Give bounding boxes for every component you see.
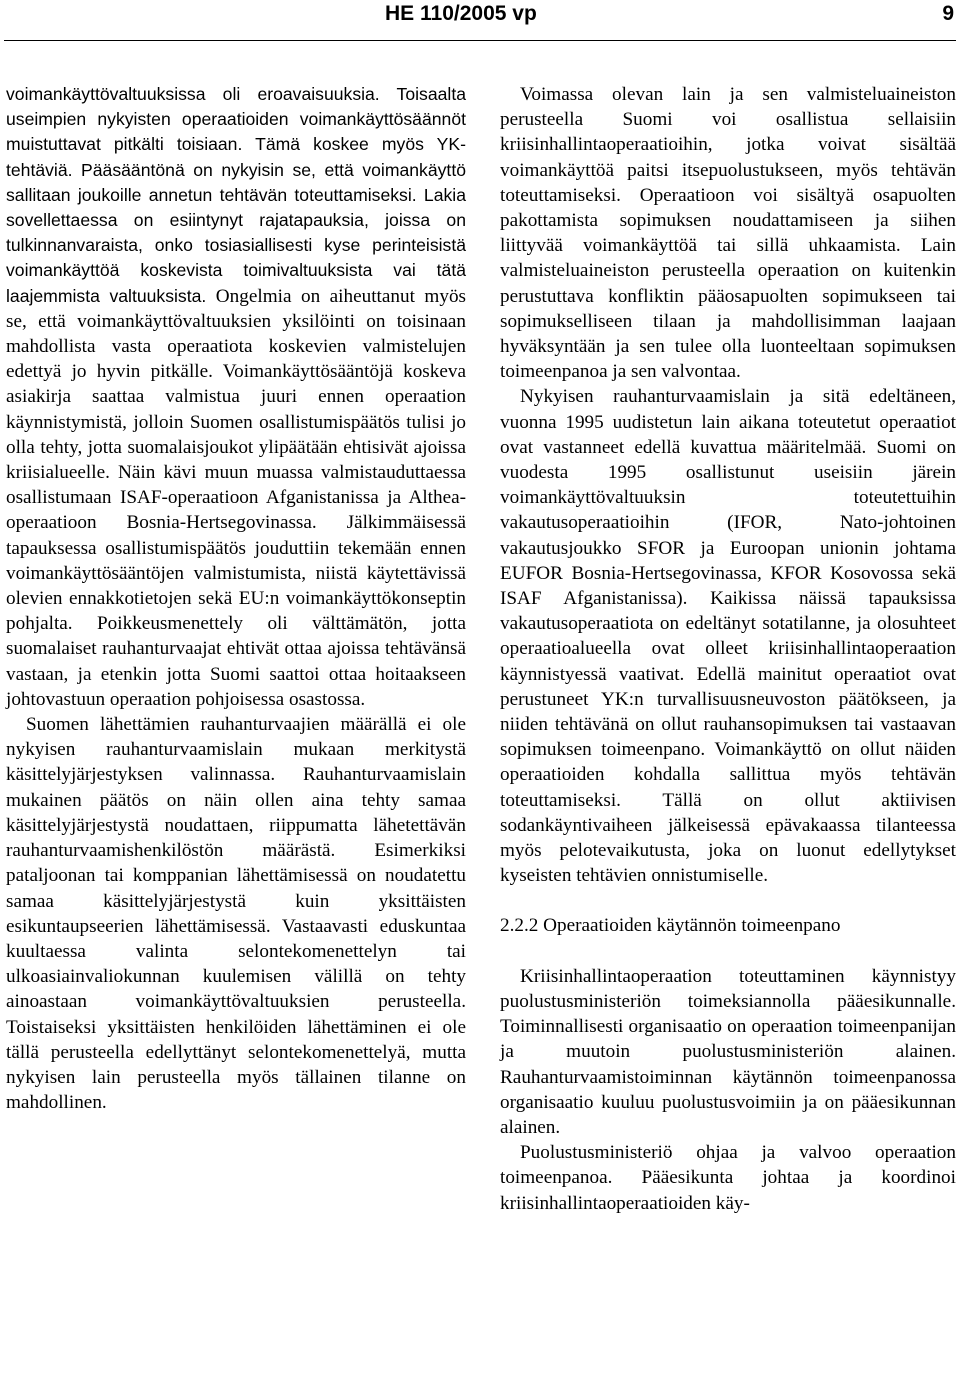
- section-heading: 2.2.2 Operaatioiden käytännön toimeenpano: [500, 914, 841, 936]
- right-paragraph-4: Puolustusministeriö ohjaa ja valvoo operaation toimeenpanoa. Pääesikunta johtaa ja koordinoi kriisinhallintaoperaatioiden käy-: [500, 1142, 956, 1214]
- left-paragraph-1-sans: voimankäyttövaltuuksissa oli eroavaisuuksia. Toisaalta useimpien nykyisten operaatioiden voimankäyttösäännöt muistuttavat pitkälti toisiaan. Tämä koskee myös YK-tehtäviä. Pääsääntönä on nykyisin se, että voimankäyttö sallitaan joukoille annetun tehtävän toteuttamiseksi. Lakia sovellettaessa on esiintynyt rajatapauksia, joissa on tulkinnanvaraista, onko tosiasiallisesti kyse perinteisistä voimankäyttöä koskevista toimivaltuuksista vai tätä laajemmista valtuuksista.: [6, 84, 466, 306]
- left-column: [6, 82, 466, 1115]
- right-column: [500, 82, 956, 1216]
- left-paragraph-1-serif: Ongelmia on aiheuttanut myös se, että voimankäyttövaltuuksien yksilöinti on toisinaan mahdollista vasta operaatiota koskevien valmistelujen edettyä jo hyvin pitkälle. Voimankäyttösääntöjä koskeva asiakirja saattaa valmistua juuri ennen operaation käynnistymistä, jolloin Suomen osallistumispäätös tulisi jo olla tehty, jotta suomalaisjoukot ylipäätään ehtisivät ajoissa kriisialueelle. Näin kävi muun muassa valmistauduttaessa osallistumaan ISAF-operaatioon Afganistanissa ja Althea-operaatioon Bosnia-Hertsegovinassa. Jälkimmäisessä tapauksessa osallistumispäätös jouduttiin tekemään ennen voimankäyttösääntöjen valmistumista, niistä käytettävissä olevien ennakkotietojen sekä EU:n voimankäyttökonseptin pohjalta. Poikkeusmenettely oli välttämätön, jotta suomalaiset rauhanturvaajat ehtivät ottaa ajoissa tehtävänsä vastaan, ja etenkin jotta Suomi saattoi ottaa hoitaakseen johtovastuun operaation pohjoisessa osastossa.: [6, 285, 467, 710]
- left-paragraph-2: Suomen lähettämien rauhanturvaajien määrällä ei ole nykyisen rauhanturvaamislain mukaan merkitystä käsittelyjärjestyksen valinnassa. Rauhanturvaamislain mukainen päätös on näin ollen aina tehty samaa käsittelyjärjestystä noudattaen, riippumatta lähetettävän rauhanturvaamishenkilöstön määrästä. Esimerkiksi pataljoonan tai komppanian lähettämisessä on noudatettu samaa käsittelyjärjestystä kuin yksittäisten esikuntaupseerien lähettämisessä. Vastaavasti eduskuntaa kuultaessa valinta selontekomenettelyn tai ulkoasiainvaliokunnan kuulemisen välillä on tehty ainoastaan voimankäyttövaltuuksien perusteella. Toistaiseksi yksittäisten henkilöiden lähettäminen ei ole tällä perusteella edellyttänyt selontekomenettelyä, mutta nykyisen lain perusteella myös tällainen tilanne on mahdollinen.: [6, 714, 466, 1114]
- left-paragraph-1: [6, 82, 466, 712]
- right-paragraph-1: Voimassa olevan lain ja sen valmisteluaineiston perusteella Suomi voi osallistua sellaisiin kriisinhallintaoperaatioihin, jotka voivat sisältää voimankäyttöä paitsi itsepuolustukseen, myös tehtävän toteuttamiseksi. Operaatioon voi sisältyä osapuolten pakottamista sopimuksen noudattamiseen ja siihen liittyvää voimankäyttöä tai sillä uhkaamista. Lain valmisteluaineiston perusteella operaation on kuitenkin perustuttava konfliktin pääosapuolten sopimukseen tai sopimukselliseen tilaan ja mahdollisimman laajaan hyväksyntään ja sen tulee olla luonteeltaan sopimuksen toimeenpanoa ja sen valvontaa.: [500, 84, 956, 383]
- right-paragraph-2: Nykyisen rauhanturvaamislain ja sitä edeltäneen, vuonna 1995 uudistetun lain aikana toteutetut operaatiot ovat vastanneet edellä kuvattua määritelmää. Suomi on vuodesta 1995 osallistunut useisiin järein voimankäyttövaltuuksin toteutettuihin vakautusoperaatioihin (IFOR, Nato-johtoinen vakautusjoukko SFOR ja Euroopan unionin johtama EUFOR Bosnia-Hertsegovinassa, KFOR Kosovossa sekä ISAF Afganistanissa). Kaikissa näissä tapauksissa vakautusoperaatiota on edeltänyt sotatilanne, ja olosuhteet operaatioalueella ovat olleet kriisinhallintaoperaation käynnistyessä vaativat. Edellä mainitut operaatiot ovat perustuneet YK:n turvallisuusneuvoston päätökseen, ja niiden tehtävänä on ollut rauhansopimuksen tai vastaavan sopimuksen toimeenpano. Voimankäyttö on ollut näiden operaatioiden kohdalla sallittua myös tehtävän toteuttamiseksi. Tällä on ollut aktiivisen sodankäyntivaiheen jälkeisessä epävakaassa tilanteessa myös pelotevaikutusta, joka on luonut edellytykset kyseisten tehtävien onnistumiselle.: [500, 386, 956, 887]
- page-number: 9: [942, 2, 954, 25]
- document-id: HE 110/2005 vp: [385, 2, 537, 25]
- page-header: [0, 0, 960, 36]
- header-rule: [4, 40, 956, 41]
- right-paragraph-3: Kriisinhallintaoperaation toteuttaminen käynnistyy puolustusministeriön toimeksiannolla pääesikunnalle. Toiminnallisesti organisaatio on operaation toimeenpanijan ja muutoin puolustusministeriön alainen. Rauhanturvaamistoiminnan käytännön toimeenpanossa organisaatio kuuluu puolustusvoimiin ja on pääesikunnan alainen.: [500, 965, 956, 1138]
